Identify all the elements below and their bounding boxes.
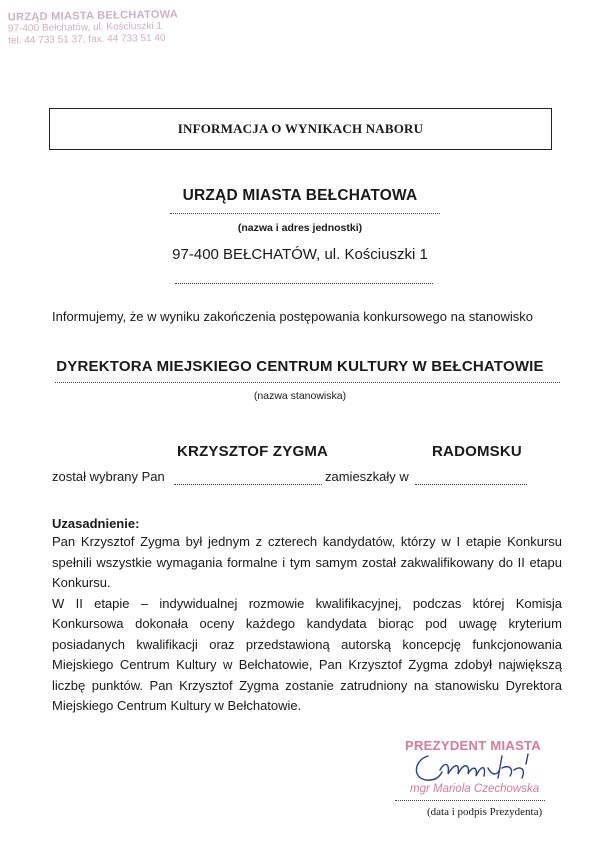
signature-caption: (data i podpis Prezydenta) xyxy=(427,806,543,818)
unit-address-dotted-line xyxy=(175,283,433,284)
handwritten-signature xyxy=(410,748,550,786)
selected-label: został wybrany Pan xyxy=(52,469,165,484)
stamp-line-3: tel. 44 733 51 37, fax. 44 733 51 40 xyxy=(8,32,166,47)
position-dotted-line xyxy=(55,382,560,383)
unit-address: 97-400 BEŁCHATÓW, ul. Kościuszki 1 xyxy=(172,246,428,263)
justification-paragraph-2: W II etapie – indywidualnej rozmowie kwalifikacyjnej, podczas której Komisja Konkursowa dokonała oceny każdego kandydata biorąc pod uwagę kryterium posiadanych kwalifikacji oraz przedstawioną autorską koncepcję funkcjonowania Miejskiego Centrum Kultury w Bełchatowie, Pan Krzysztof Zygma zdobył największą liczbę punktów. Pan Krzysztof Zygma zostanie zatrudniony na stanowisku Dyrektora Miejskiego Centrum Kultury w Bełchatowie. xyxy=(52,595,562,713)
stamp-line-2: 97-400 Bełchatów, ul. Kościuszki 1 xyxy=(7,20,163,35)
position-title: DYREKTORA MIEJSKIEGO CENTRUM KULTURY W BEŁCHATOWIE xyxy=(56,358,544,375)
unit-name-dotted-line xyxy=(170,213,440,214)
candidate-name: KRZYSZTOF ZYGMA xyxy=(177,443,329,460)
candidate-name-dotted-line xyxy=(174,484,322,485)
unit-name: URZĄD MIASTA BEŁCHATOWA xyxy=(182,187,418,204)
intro-text: Informujemy, że w wyniku zakończenia postępowania konkursowego na stanowisko xyxy=(52,309,534,324)
signer-name: mgr Mariola Czechowska xyxy=(410,783,540,795)
office-stamp xyxy=(8,9,179,48)
president-stamp: PREZYDENT MIASTA xyxy=(405,738,542,753)
candidate-city-dotted-line xyxy=(415,484,527,485)
unit-name-caption: (nazwa i adres jednostki) xyxy=(237,222,363,234)
candidate-city: RADOMSKU xyxy=(432,443,522,460)
justification-paragraph-1: Pan Krzysztof Zygma był jednym z czterech kandydatów, którzy w I etapie Konkursu spełnili wszystkie wymagania formalne i tym samym został zakwalifikowany do II etapu Konkursu. xyxy=(52,534,562,590)
residing-label: zamieszkały w xyxy=(325,469,409,484)
signature-dotted-line xyxy=(395,800,545,801)
justification-heading: Uzasadnienie: xyxy=(52,516,140,531)
stamp-line-1: URZĄD MIASTA BEŁCHATOWA xyxy=(7,8,179,24)
document-title: INFORMACJA O WYNIKACH NABORU xyxy=(177,121,424,136)
document-title-box xyxy=(49,108,552,150)
position-caption: (nazwa stanowiska) xyxy=(253,390,347,402)
justification-body xyxy=(52,532,562,717)
